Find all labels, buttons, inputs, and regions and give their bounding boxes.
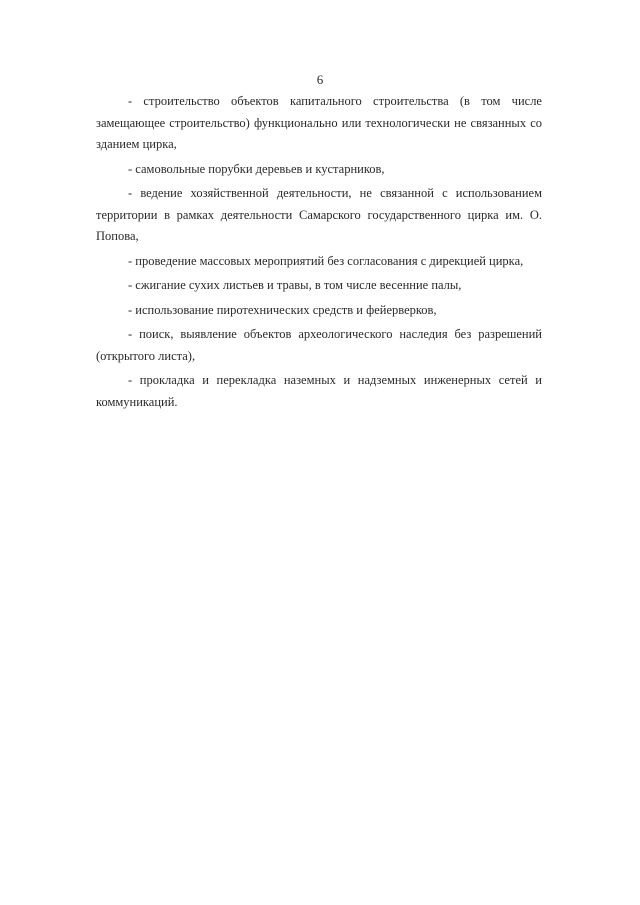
paragraph-engineering-networks: - прокладка и перекладка наземных и надземных инженерных сетей и коммуникаций. (96, 373, 542, 409)
paragraph-archaeological-search: - поиск, выявление объектов археологического наследия без разрешений (открытого листа), (96, 327, 542, 363)
paragraph-pyrotechnics: - использование пиротехнических средств и фейерверков, (128, 302, 437, 317)
page-number: 6 (316, 72, 324, 87)
paragraph-mass-events: - проведение массовых мероприятий без согласования с дирекцией цирка, (128, 253, 524, 268)
paragraph-tree-felling: - самовольные порубки деревьев и кустарников, (128, 161, 385, 176)
paragraph-capital-construction: - строительство объектов капитального строительства (в том числе замещающее строительство) функционально или технологически не связанных со зданием цирка, (96, 94, 542, 151)
paragraph-burning-leaves: - сжигание сухих листьев и травы, в том числе весенние палы, (128, 278, 462, 292)
paragraph-economic-activity: - ведение хозяйственной деятельности, не связанной с использованием территории в рамках деятельности Самарского государственного цирка им. О. Попова, (96, 186, 542, 243)
document-body (96, 91, 542, 416)
